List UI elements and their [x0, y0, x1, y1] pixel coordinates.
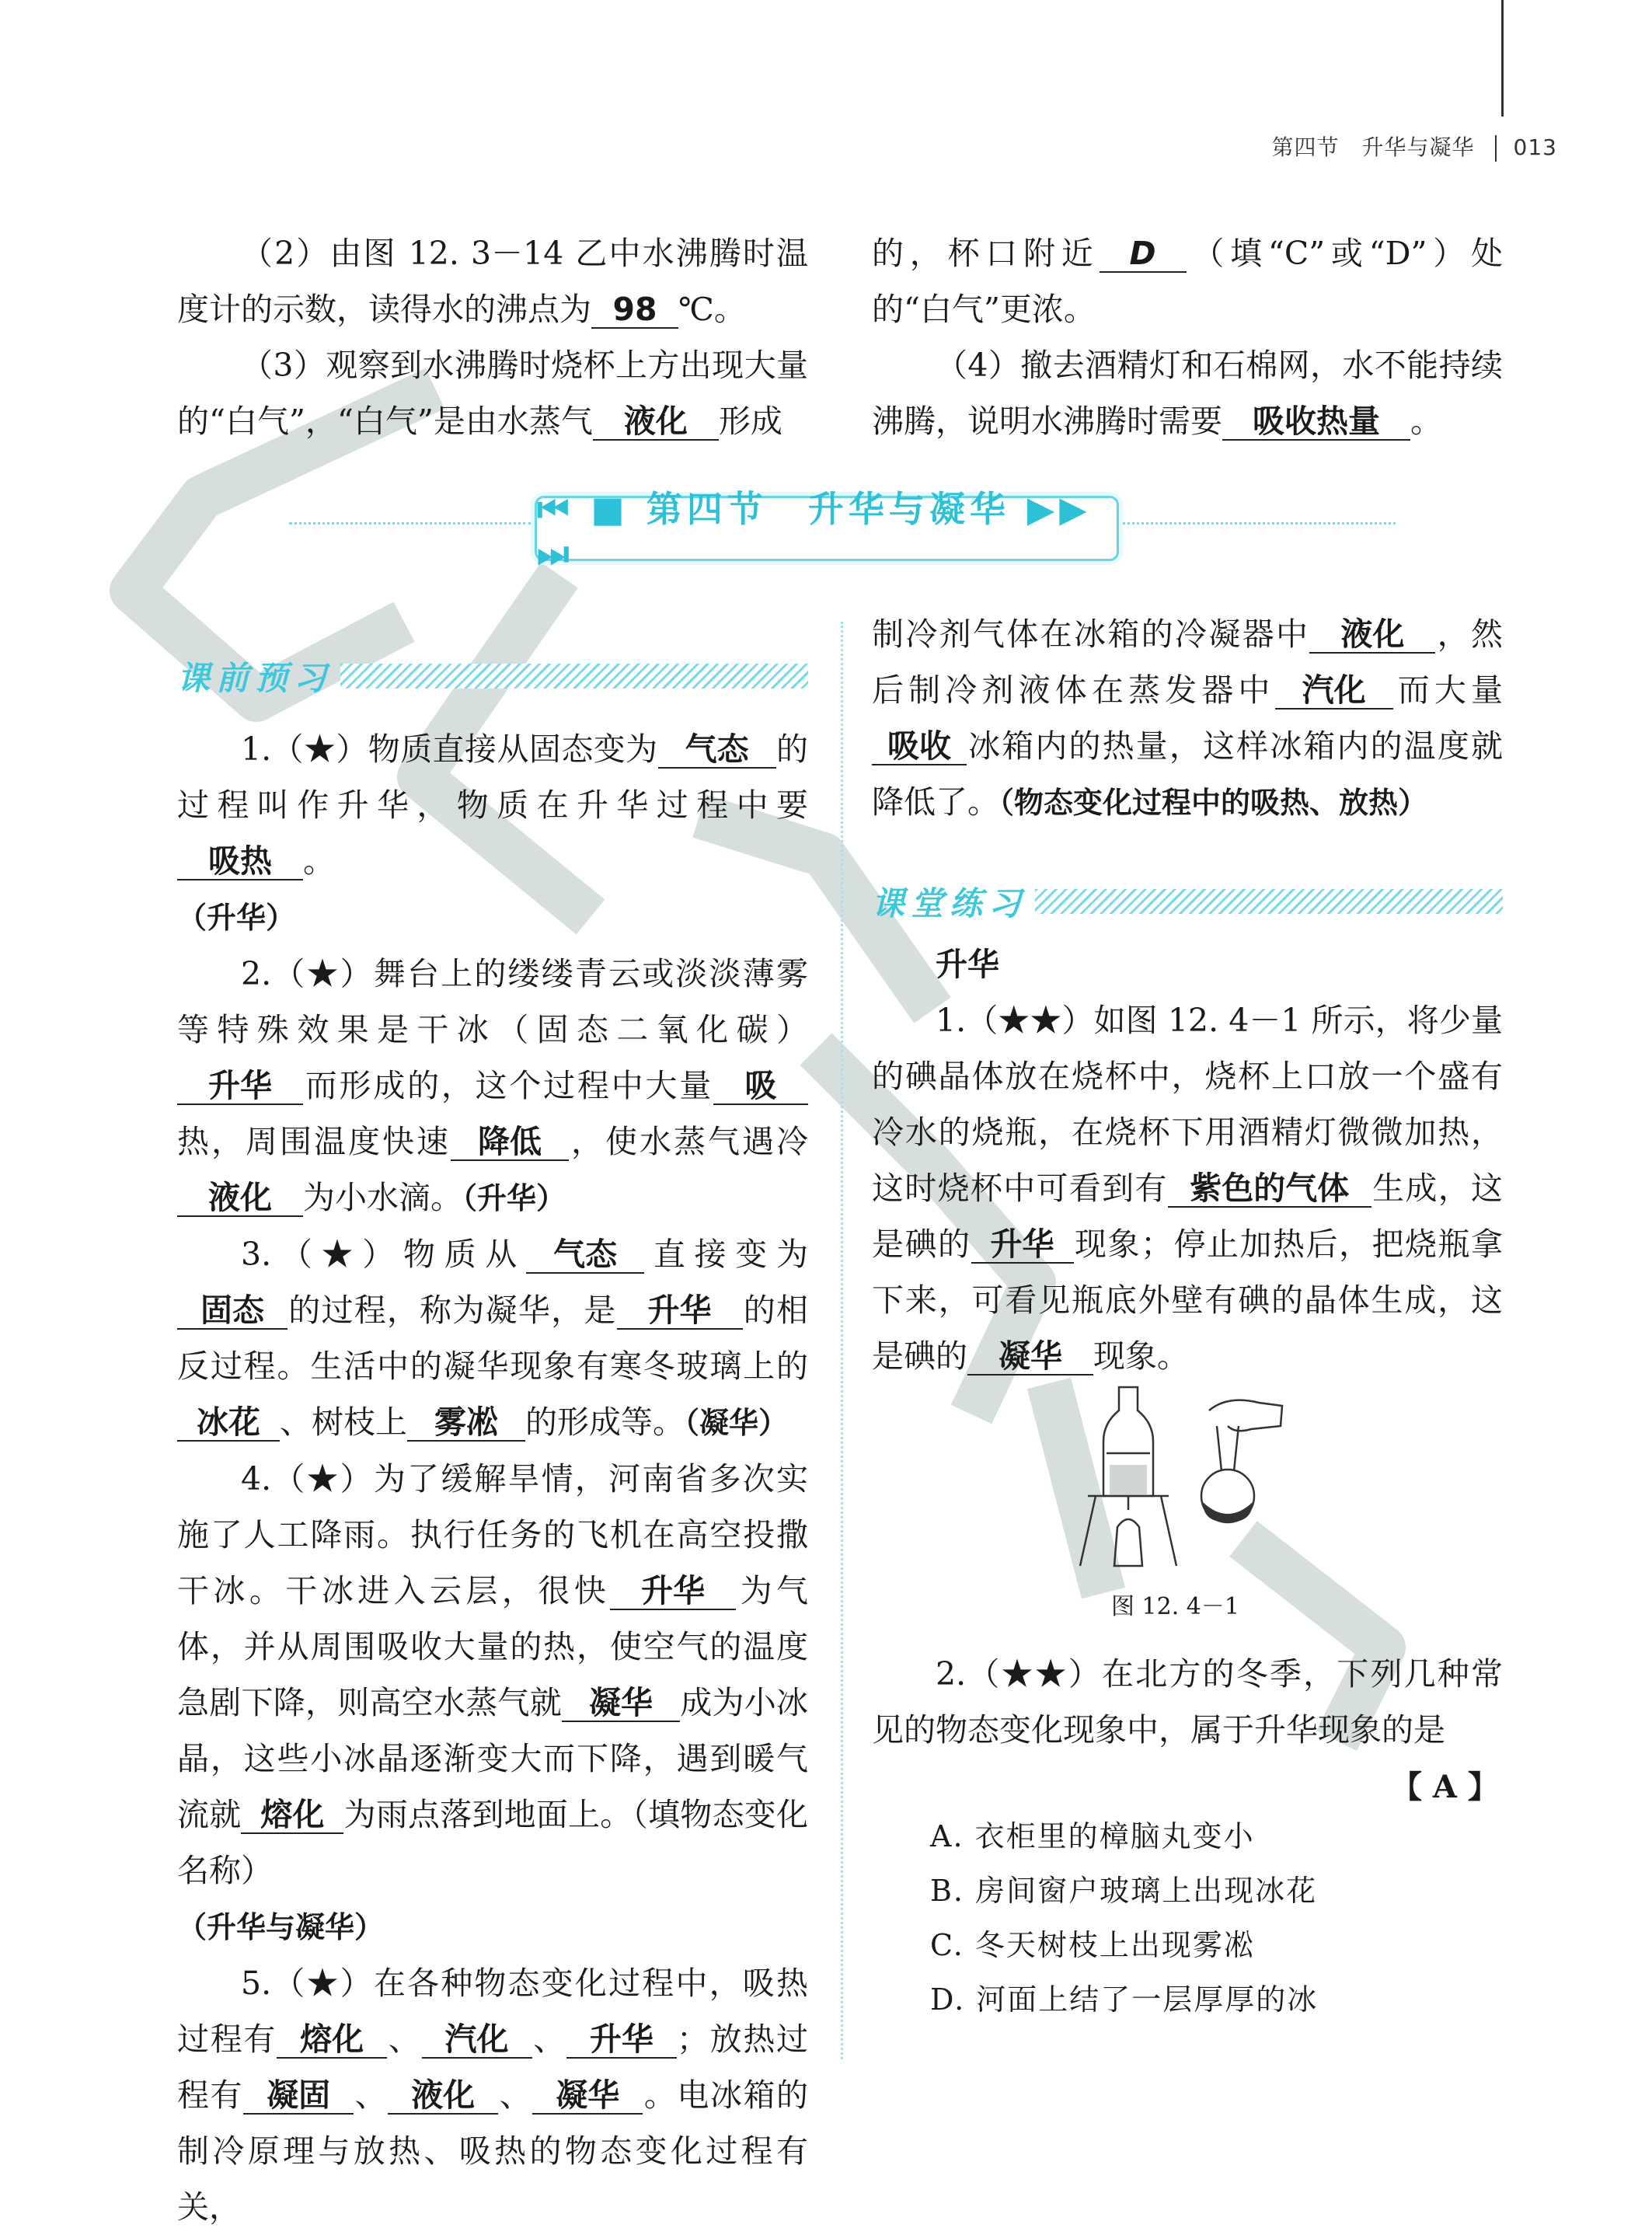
top-q2: （2）由图 12. 3－14 乙中水沸腾时温度计的示数，读得水的沸点为 98 ℃。 — [177, 235, 808, 328]
blank-answer: 凝华 — [967, 1338, 1093, 1376]
blank-answer: 凝华 — [562, 1685, 680, 1722]
practice-heading — [872, 882, 1503, 921]
blank-answer: 固态 — [177, 1292, 288, 1330]
blank-answer: 升华 — [617, 1292, 743, 1330]
blank-answer: 紫色的气体 — [1168, 1170, 1371, 1208]
running-header — [1272, 131, 1557, 162]
blank-answer: 升华 — [177, 1068, 303, 1105]
preview-q1: 1.（★）物质直接从固态变为 气态 的过程叫作升华，物质在升华过程中要吸热 。 （升华） — [177, 730, 808, 935]
iodine-sublimation-figure — [1072, 1379, 1305, 1574]
preview-q3: 3.（★）物质从 气态 直接变为固态 的过程，称为凝华，是 升华 的相反过程。生活中的凝华现象有寒冬玻璃上的冰花 、树枝上 雾凇 的形成等。（凝华） — [177, 1236, 809, 1441]
knowledge-tag: （凝华） — [685, 1406, 789, 1440]
option-d: D. 河面上结了一层厚厚的冰 — [930, 1982, 1319, 2017]
blank-answer: 凝华 — [532, 2077, 643, 2115]
options-list — [930, 1809, 1318, 2027]
preview-heading — [177, 657, 808, 696]
blank-answer: 降低 — [451, 1124, 569, 1161]
knowledge-tag: （升华） — [462, 1181, 566, 1215]
blank-answer: 液化 — [177, 1180, 303, 1217]
top-q3: （3）观察到水沸腾时烧杯上方出现大量的“白气”，“白气”是由水蒸气 液化 形成 — [177, 347, 808, 440]
blank-answer: 汽化 — [422, 2021, 532, 2059]
preview-title: 课前预习 — [177, 659, 333, 697]
running-section-title: 第四节 升华与凝华 — [1271, 134, 1475, 160]
preview-q5-continue: 制冷剂气体在冰箱的冷凝器中 液化 ，然后制冷剂液体在蒸发器中 汽化 而大量吸收 冰箱内的热量，这样冰箱内的温度就降低了。（物态变化过程中的吸热、放热） — [872, 615, 1504, 821]
blank-answer: 凝固 — [243, 2077, 354, 2115]
blank-answer: 液化 — [1309, 616, 1435, 654]
blank-answer: 熔化 — [241, 1797, 343, 1834]
blank-answer: 吸热 — [177, 843, 303, 880]
blank-answer: 熔化 — [277, 2021, 387, 2059]
preview-left-column — [177, 721, 808, 2235]
preview-q4: 4.（★）为了缓解旱情，河南省多次实施了人工降雨。执行任务的飞机在高空投撒干冰。干冰进入云层，很快 升华 为气体，并从周围吸收大量的热，使空气的温度急剧下降，则高空水蒸气就 凝华 成为小冰晶，这些小冰晶逐渐变大而下降，遇到暖气流就 熔化 为雨点落到地面上。（填物态变化名称） （升华与凝华） — [177, 1460, 809, 1944]
blank-answer: 吸收热量 — [1222, 403, 1410, 441]
top-left-column — [177, 225, 808, 449]
heading-hatch — [1035, 889, 1503, 914]
top-q4: （4）撤去酒精灯和石棉网，水不能持续沸腾，说明水沸腾时需要 吸收热量 。 — [872, 347, 1503, 440]
practice-column — [872, 936, 1503, 1384]
knowledge-tag: （升华与凝华） — [177, 1910, 385, 1944]
blank-answer: 冰花 — [177, 1404, 280, 1442]
top-continue: 的，杯口附近 D （填“C”或“D”）处的“白气”更浓。 — [872, 235, 1503, 328]
section-banner: ⏮ ■ 第四节 升华与凝华 ▶▶ ⏭ — [535, 496, 1119, 561]
blank-answer: 吸收 — [872, 728, 967, 765]
preview-q5: 5.（★）在各种物态变化过程中，吸热过程有 熔化 、 汽化 、 升华 ；放热过程有 凝固 、 液化 、 凝华 。电冰箱的制冷原理与放热、吸热的物态变化过程有关， — [177, 1965, 809, 2226]
option-a: A. 衣柜里的樟脑丸变小 — [930, 1819, 1255, 1853]
heading-hatch — [340, 664, 808, 689]
blank-answer: 气态 — [526, 1236, 644, 1274]
blank-answer: 雾凇 — [407, 1404, 525, 1442]
blank-answer: 气态 — [658, 731, 776, 769]
banner-line-right — [1119, 522, 1396, 525]
figure-caption: 图 12. 4－1 — [1111, 1593, 1239, 1620]
blank-answer: 液化 — [388, 2077, 498, 2115]
blank-answer: 升华 — [610, 1573, 736, 1610]
knowledge-tag: （升华） — [177, 901, 296, 935]
answer-bracket: 【 A 】 — [1391, 1769, 1499, 1805]
blank-answer: 汽化 — [1275, 672, 1393, 710]
preview-q2: 2.（★）舞台上的缕缕青云或淡淡薄雾等特殊效果是干冰（固态二氧化碳）升华 而形成的，这个过程中大量 吸热，周围温度快速 降低 ，使水蒸气遇冷液化 为小水滴。（升华） — [177, 955, 808, 1216]
practice-q1: 1.（★★）如图 12. 4－1 所示，将少量的碘晶体放在烧杯中，烧杯上口放一个盛有冷水的烧瓶，在烧杯下用酒精灯微微加热，这时烧杯中可看到有 紫色的气体 生成，这是碘的 升华 现象；停止加热后，把烧瓶拿下来，可看见瓶底外壁有碘的晶体生成，这是碘的 凝华 现象。 — [872, 1002, 1504, 1375]
column-divider — [841, 622, 843, 2059]
knowledge-tag: （物态变化过程中的吸热、放热） — [999, 786, 1428, 820]
option-c: C. 冬天树枝上出现雾凇 — [930, 1928, 1255, 1962]
blank-answer: 液化 — [593, 403, 719, 441]
practice-q2: 2.（★★）在北方的冬季，下列几种常见的物态变化现象中，属于升华现象的是 — [872, 1655, 1503, 1749]
practice-q2-block — [872, 1646, 1503, 1758]
blank-answer: 98 — [591, 291, 678, 329]
option-b: B. 房间窗户玻璃上出现冰花 — [930, 1874, 1318, 1908]
blank-answer: 升华 — [566, 2021, 677, 2059]
blank-answer: 升华 — [971, 1226, 1074, 1264]
banner-line-left — [289, 522, 531, 525]
page-number: 013 — [1513, 134, 1557, 160]
header-separator — [1495, 135, 1497, 162]
blank-answer: 吸 — [713, 1068, 808, 1105]
practice-title: 课堂练习 — [872, 884, 1028, 922]
practice-subtitle: 升华 — [936, 946, 999, 983]
top-right-column — [872, 225, 1503, 449]
blank-answer: D — [1100, 235, 1187, 273]
header-rule — [1501, 0, 1504, 117]
preview-right-column — [872, 606, 1503, 831]
